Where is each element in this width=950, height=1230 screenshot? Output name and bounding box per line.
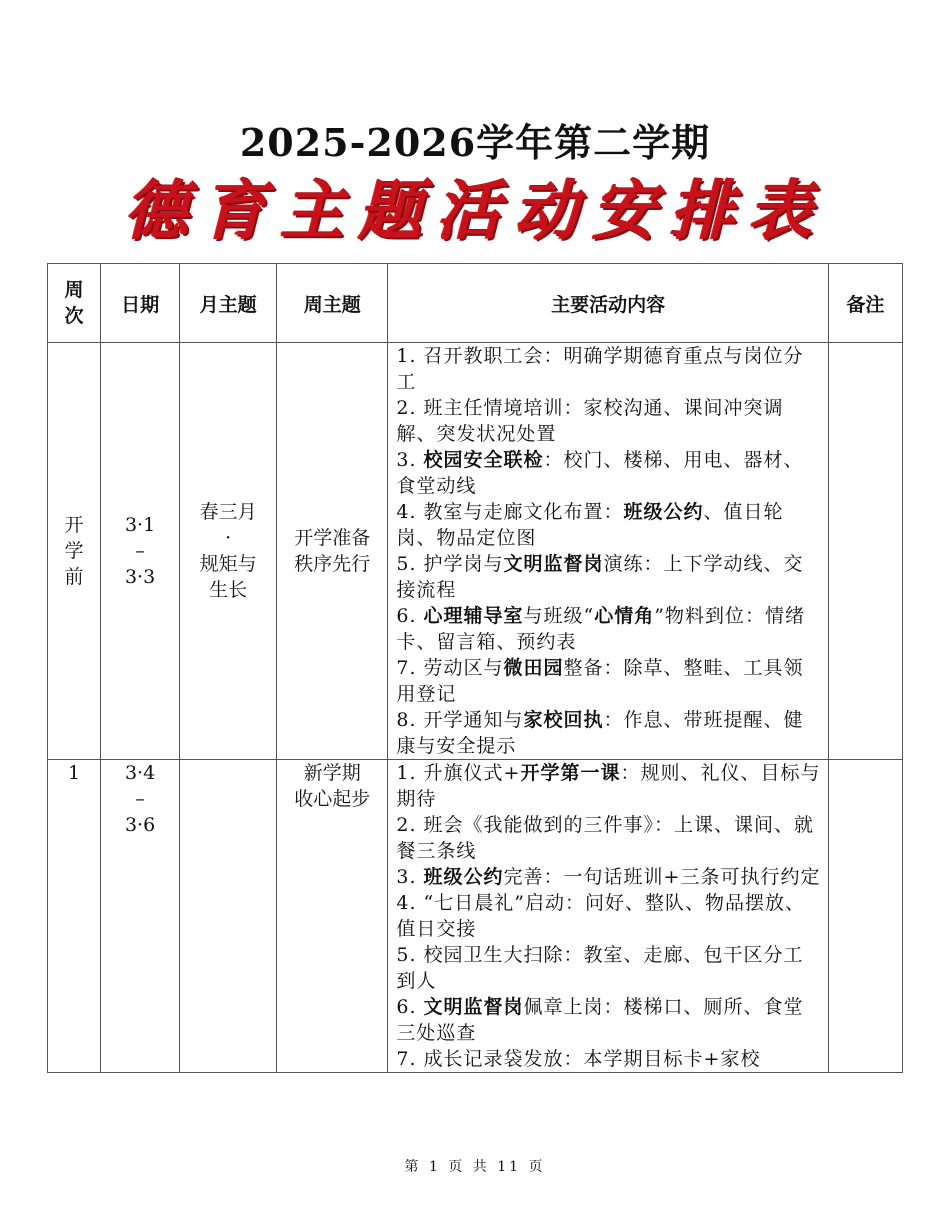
- activity-text: 1. 召开教职工会：明确学期德育重点与岗位分工: [396, 345, 804, 393]
- date-cell-line: 3·6: [124, 814, 156, 836]
- week-cell-line: 1: [67, 762, 81, 784]
- table-row: [48, 343, 903, 760]
- activity-text: 7. 成长记录袋发放：本学期目标卡+家校: [396, 1048, 761, 1070]
- table-header-row: [48, 264, 903, 343]
- week-theme-cell: [277, 343, 388, 760]
- activity-text: 3.: [396, 449, 424, 471]
- highlight-text: 校园安全联检: [423, 449, 544, 471]
- date-cell: [101, 343, 180, 760]
- list-item: [396, 447, 822, 499]
- week-cell-line: 学: [64, 540, 84, 562]
- activity-list: [388, 760, 828, 1072]
- activity-text: 演练：上下学动线、交接流程: [396, 553, 804, 601]
- artistic-title: 德育主题活动安排表: [124, 174, 826, 249]
- highlight-text: 文明监督岗: [503, 553, 604, 575]
- activity-list: [388, 343, 828, 759]
- list-item: [396, 551, 822, 603]
- list-item: [396, 1046, 822, 1072]
- list-item: [396, 994, 822, 1046]
- activity-text: 3.: [396, 866, 424, 888]
- highlight-text: 班级公约: [423, 866, 504, 888]
- activity-text: ：作息、带班提醒、健康与安全提示: [396, 709, 804, 757]
- list-item: [396, 890, 822, 942]
- week-theme-cell-line: 秩序先行: [294, 553, 371, 575]
- activity-text: ：规则、礼仪、目标与期待: [396, 762, 821, 810]
- highlight-text: 心理辅导室: [423, 605, 524, 627]
- week-theme-cell-line: 收心起步: [294, 788, 371, 810]
- month-theme-cell-line: ·: [225, 527, 232, 549]
- activity-text: 7. 劳动区与: [396, 657, 504, 679]
- week-theme-cell-line: 新学期: [303, 762, 361, 784]
- list-item: [396, 812, 822, 864]
- list-item: [396, 707, 822, 759]
- list-item: [396, 603, 822, 655]
- activity-content-cell: [388, 760, 829, 1073]
- highlight-text: 班级公约: [623, 501, 704, 523]
- date-cell-line: 3·4: [124, 762, 156, 784]
- month-theme-cell-line: 春三月: [199, 501, 257, 523]
- activity-text: 2. 班主任情境培训：家校沟通、课间冲突调解、突发状况处置: [396, 397, 784, 445]
- date-cell-line: –: [135, 788, 145, 810]
- note-cell: [828, 343, 902, 760]
- activity-text: 完善：一句话班训+三条可执行约定: [503, 866, 821, 888]
- activity-text: 4. 教室与走廊文化布置：: [396, 501, 624, 523]
- activity-text: 6.: [396, 605, 424, 627]
- week-cell-line: 前: [64, 566, 84, 588]
- month-theme-cell: [180, 760, 277, 1073]
- header-date: 日期: [101, 264, 180, 343]
- header-week: 周 次: [48, 264, 101, 343]
- list-item: [396, 655, 822, 707]
- activity-text: 2. 班会《我能做到的三件事》：上课、课间、就餐三条线: [396, 814, 815, 862]
- date-cell-line: 3·3: [124, 566, 156, 588]
- table-row: [48, 760, 903, 1073]
- activity-text: 佩章上岗：楼梯口、厕所、食堂三处巡查: [396, 996, 804, 1044]
- activity-text: 4. “七日晨礼”启动：问好、整队、物品摆放、值日交接: [396, 892, 805, 940]
- activity-text: 、值日轮岗、物品定位图: [396, 501, 784, 549]
- month-theme-cell: [180, 343, 277, 760]
- week-cell: [48, 760, 101, 1073]
- list-item: [396, 343, 822, 395]
- activity-text: 整备：除草、整畦、工具领用登记: [396, 657, 804, 705]
- list-item: [396, 864, 822, 890]
- activity-text: 1. 升旗仪式+: [396, 762, 521, 784]
- page-footer: 第 1 页 共 11 页: [404, 1159, 546, 1175]
- activity-text: ”物料到位：情绪卡、留言箱、预约表: [396, 605, 805, 653]
- highlight-text: 家校回执: [523, 709, 604, 731]
- activity-text: 6.: [396, 996, 424, 1018]
- header-month-theme: 月主题: [180, 264, 277, 343]
- date-cell: [101, 760, 180, 1073]
- list-item: [396, 942, 822, 994]
- highlight-text: 开学第一课: [520, 762, 621, 784]
- week-theme-cell-line: 开学准备: [294, 527, 371, 549]
- week-cell-line: 开: [64, 514, 84, 536]
- activity-text: 5. 护学岗与: [396, 553, 504, 575]
- activity-content-cell: [388, 343, 829, 760]
- highlight-text: 微田园: [503, 657, 564, 679]
- header-note: 备注: [828, 264, 902, 343]
- list-item: [396, 499, 822, 551]
- activity-text: 5. 校园卫生大扫除：教室、走廊、包干区分工到人: [396, 944, 804, 992]
- header-content: 主要活动内容: [388, 264, 829, 343]
- activity-text: ：校门、楼梯、用电、器材、食堂动线: [396, 449, 804, 497]
- document-title: 2025-2026学年第二学期: [239, 120, 711, 165]
- week-cell: [48, 343, 101, 760]
- activity-text: 与班级“: [523, 605, 595, 627]
- date-cell-line: 3·1: [124, 514, 156, 536]
- date-cell-line: –: [135, 540, 145, 562]
- note-cell: [828, 760, 902, 1073]
- schedule-table: [47, 263, 903, 1073]
- month-theme-cell-line: 生长: [209, 579, 248, 601]
- list-item: [396, 760, 822, 812]
- highlight-text: 心情角: [594, 605, 655, 627]
- highlight-text: 文明监督岗: [423, 996, 524, 1018]
- list-item: [396, 395, 822, 447]
- header-week-theme: 周主题: [277, 264, 388, 343]
- month-theme-cell-line: 规矩与: [199, 553, 257, 575]
- week-theme-cell: [277, 760, 388, 1073]
- activity-text: 8. 开学通知与: [396, 709, 524, 731]
